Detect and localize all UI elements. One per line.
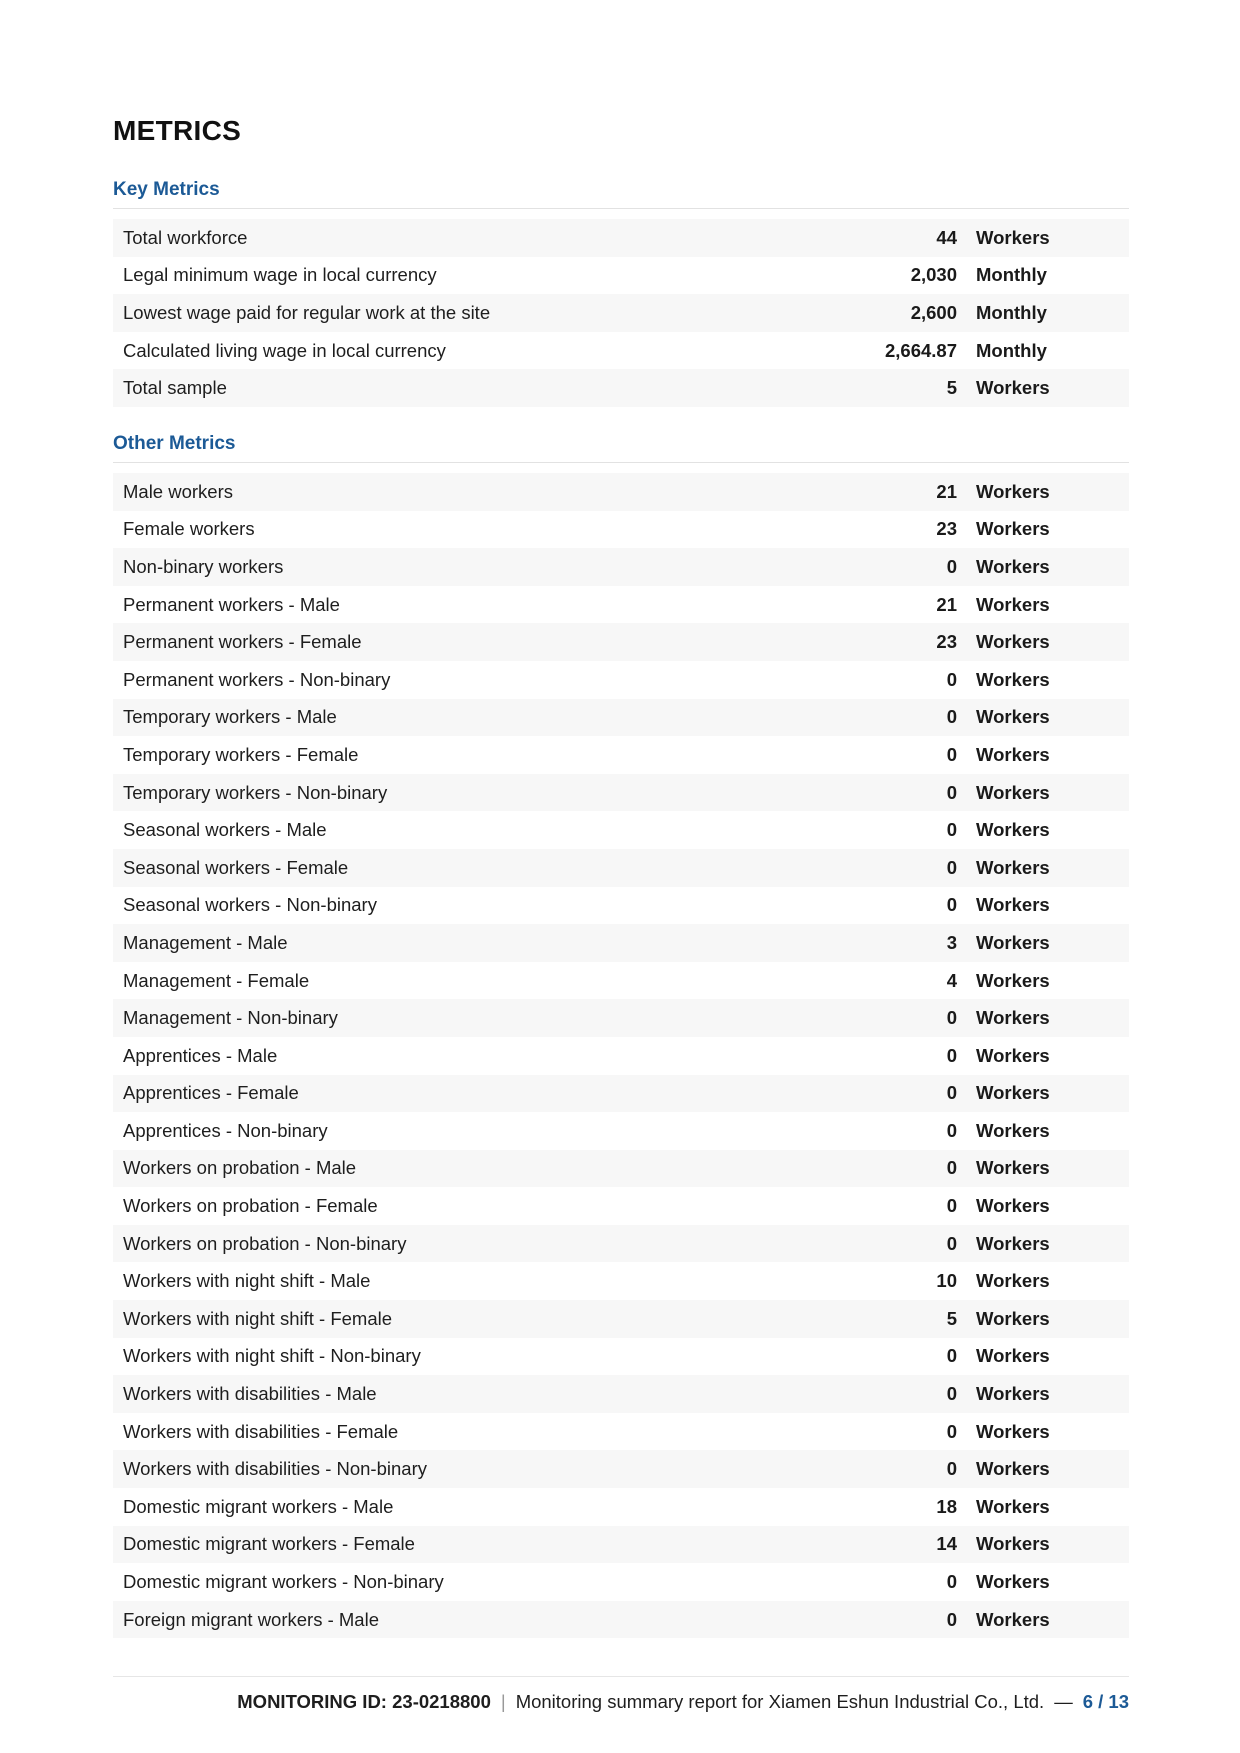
metric-unit: Workers	[976, 819, 1050, 841]
table-row	[113, 736, 1129, 774]
key-metrics-divider	[113, 208, 1129, 209]
metric-value: 0	[946, 819, 957, 841]
metric-value: 0	[946, 1082, 957, 1104]
metric-value: 21	[936, 480, 957, 502]
metric-value: 0	[946, 1458, 957, 1480]
table-row	[113, 294, 1129, 332]
table-row	[113, 1338, 1129, 1376]
metric-unit: Workers	[976, 969, 1050, 991]
metric-label: Non-binary workers	[123, 555, 284, 577]
metric-label: Domestic migrant workers - Female	[123, 1533, 415, 1555]
metric-label: Seasonal workers - Female	[123, 856, 349, 878]
metric-unit: Workers	[976, 931, 1050, 953]
table-row	[113, 473, 1129, 511]
metric-value: 0	[946, 1119, 957, 1141]
metric-value: 0	[946, 1195, 957, 1217]
metric-value: 0	[946, 1345, 957, 1367]
table-row	[113, 849, 1129, 887]
metric-value: 23	[936, 518, 957, 540]
metric-label: Calculated living wage in local currency	[123, 339, 446, 361]
table-row	[113, 1488, 1129, 1526]
table-row	[113, 548, 1129, 586]
metric-unit: Workers	[976, 1458, 1050, 1480]
metric-value: 21	[936, 593, 957, 615]
metric-unit: Workers	[976, 1533, 1050, 1555]
metric-label: Management - Male	[123, 931, 288, 953]
key-metrics-heading: Key Metrics	[113, 179, 220, 200]
metric-label: Workers on probation - Non-binary	[123, 1232, 407, 1254]
table-row	[113, 219, 1129, 257]
table-row	[113, 1150, 1129, 1188]
metric-value: 5	[946, 1307, 957, 1329]
metric-value: 5	[946, 377, 957, 399]
metric-label: Permanent workers - Male	[123, 593, 340, 615]
metric-value: 0	[946, 1044, 957, 1066]
table-row	[113, 774, 1129, 812]
metric-unit: Workers	[976, 1270, 1050, 1292]
table-row	[113, 1075, 1129, 1113]
table-row	[113, 811, 1129, 849]
table-row	[113, 1187, 1129, 1225]
metric-value: 0	[946, 706, 957, 728]
metric-value: 0	[946, 743, 957, 765]
metric-value: 14	[936, 1533, 957, 1555]
metric-label: Workers with night shift - Non-binary	[123, 1345, 421, 1367]
metric-value: 10	[936, 1270, 957, 1292]
metric-label: Workers on probation - Female	[123, 1195, 378, 1217]
other-metrics-table	[113, 473, 1129, 1638]
footer-divider	[113, 1676, 1129, 1677]
metric-unit: Workers	[976, 1420, 1050, 1442]
metric-unit: Workers	[976, 743, 1050, 765]
metric-value: 0	[946, 555, 957, 577]
metric-label: Workers with disabilities - Non-binary	[123, 1458, 427, 1480]
metric-value: 0	[946, 1608, 957, 1630]
metric-unit: Workers	[976, 668, 1050, 690]
table-row	[113, 1413, 1129, 1451]
metric-label: Domestic migrant workers - Male	[123, 1495, 394, 1517]
metric-value: 0	[946, 1383, 957, 1405]
metric-label: Male workers	[123, 480, 233, 502]
metric-unit: Workers	[976, 593, 1050, 615]
metric-unit: Workers	[976, 226, 1050, 248]
metric-label: Total sample	[123, 377, 227, 399]
page-title: METRICS	[113, 115, 242, 146]
table-row	[113, 1601, 1129, 1639]
metric-value: 2,664.87	[884, 339, 957, 361]
table-row	[113, 999, 1129, 1037]
table-row	[113, 962, 1129, 1000]
footer-separator: |	[500, 1691, 506, 1712]
table-row	[113, 1450, 1129, 1488]
metric-label: Apprentices - Male	[123, 1044, 278, 1066]
metric-value: 0	[946, 1232, 957, 1254]
metric-label: Temporary workers - Non-binary	[123, 781, 388, 803]
key-metrics-table	[113, 219, 1129, 407]
metric-label: Management - Female	[123, 969, 310, 991]
metric-label: Domestic migrant workers - Non-binary	[123, 1571, 444, 1593]
metric-value: 23	[936, 631, 957, 653]
metric-unit: Workers	[976, 1119, 1050, 1141]
page-number: 6 / 13	[1082, 1691, 1129, 1712]
metric-label: Workers with night shift - Female	[123, 1307, 393, 1329]
table-row	[113, 332, 1129, 370]
metric-value: 18	[936, 1495, 957, 1517]
metric-label: Apprentices - Female	[123, 1082, 299, 1104]
metric-label: Workers with disabilities - Female	[123, 1420, 399, 1442]
metric-label: Management - Non-binary	[123, 1007, 338, 1029]
table-row	[113, 1112, 1129, 1150]
metric-label: Lowest wage paid for regular work at the site	[123, 301, 491, 323]
table-row	[113, 1375, 1129, 1413]
metric-value: 0	[946, 894, 957, 916]
metric-unit: Workers	[976, 1608, 1050, 1630]
table-row	[113, 623, 1129, 661]
table-row	[113, 1037, 1129, 1075]
table-row	[113, 661, 1129, 699]
metric-value: 2,600	[910, 301, 957, 323]
metric-label: Foreign migrant workers - Male	[123, 1608, 379, 1630]
table-row	[113, 1300, 1129, 1338]
metric-unit: Workers	[976, 1195, 1050, 1217]
metric-value: 44	[936, 226, 957, 248]
metric-label: Workers with disabilities - Male	[123, 1383, 377, 1405]
metric-label: Temporary workers - Male	[123, 706, 337, 728]
table-row	[113, 369, 1129, 407]
other-metrics-heading: Other Metrics	[113, 433, 236, 454]
metric-unit: Workers	[976, 377, 1050, 399]
metric-unit: Workers	[976, 1044, 1050, 1066]
table-row	[113, 1225, 1129, 1263]
metric-unit: Workers	[976, 856, 1050, 878]
table-row	[113, 1563, 1129, 1601]
metric-unit: Workers	[976, 518, 1050, 540]
metric-value: 0	[946, 781, 957, 803]
metric-unit: Monthly	[976, 339, 1047, 361]
metric-label: Legal minimum wage in local currency	[123, 264, 437, 286]
table-row	[113, 511, 1129, 549]
metric-label: Seasonal workers - Male	[123, 819, 327, 841]
metric-label: Seasonal workers - Non-binary	[123, 894, 377, 916]
metric-unit: Workers	[976, 1571, 1050, 1593]
metric-label: Permanent workers - Non-binary	[123, 668, 391, 690]
metric-unit: Workers	[976, 1345, 1050, 1367]
metric-value: 4	[946, 969, 957, 991]
metric-label: Workers on probation - Male	[123, 1157, 357, 1179]
table-row	[113, 1526, 1129, 1564]
metric-unit: Workers	[976, 1232, 1050, 1254]
metric-value: 0	[946, 1007, 957, 1029]
metric-value: 0	[946, 856, 957, 878]
page-footer	[237, 1691, 1129, 1713]
table-row	[113, 699, 1129, 737]
metric-unit: Monthly	[976, 264, 1047, 286]
metric-value: 0	[946, 668, 957, 690]
metric-value: 0	[946, 1157, 957, 1179]
metric-unit: Workers	[976, 1495, 1050, 1517]
metric-unit: Workers	[976, 1307, 1050, 1329]
metric-value: 0	[946, 1571, 957, 1593]
metric-value: 3	[946, 931, 957, 953]
table-row	[113, 1262, 1129, 1300]
table-row	[113, 586, 1129, 624]
table-row	[113, 924, 1129, 962]
metric-unit: Workers	[976, 1082, 1050, 1104]
metric-unit: Workers	[976, 894, 1050, 916]
metric-label: Temporary workers - Female	[123, 743, 359, 765]
metric-unit: Workers	[976, 631, 1050, 653]
metric-unit: Workers	[976, 781, 1050, 803]
monitoring-id: MONITORING ID: 23-0218800	[237, 1691, 491, 1712]
metric-label: Female workers	[123, 518, 255, 540]
metric-label: Permanent workers - Female	[123, 631, 362, 653]
report-description: Monitoring summary report for Xiamen Eshun Industrial Co., Ltd.	[515, 1691, 1045, 1712]
metric-unit: Workers	[976, 555, 1050, 577]
metric-label: Apprentices - Non-binary	[123, 1119, 328, 1141]
metric-unit: Workers	[976, 1007, 1050, 1029]
metric-label: Workers with night shift - Male	[123, 1270, 371, 1292]
table-row	[113, 257, 1129, 295]
metric-unit: Workers	[976, 1157, 1050, 1179]
metric-unit: Monthly	[976, 301, 1047, 323]
metric-unit: Workers	[976, 1383, 1050, 1405]
footer-dash: —	[1054, 1691, 1073, 1712]
metric-unit: Workers	[976, 480, 1050, 502]
metric-value: 2,030	[910, 264, 957, 286]
other-metrics-divider	[113, 462, 1129, 463]
metric-label: Total workforce	[123, 226, 248, 248]
metric-value: 0	[946, 1420, 957, 1442]
metric-unit: Workers	[976, 706, 1050, 728]
table-row	[113, 887, 1129, 925]
